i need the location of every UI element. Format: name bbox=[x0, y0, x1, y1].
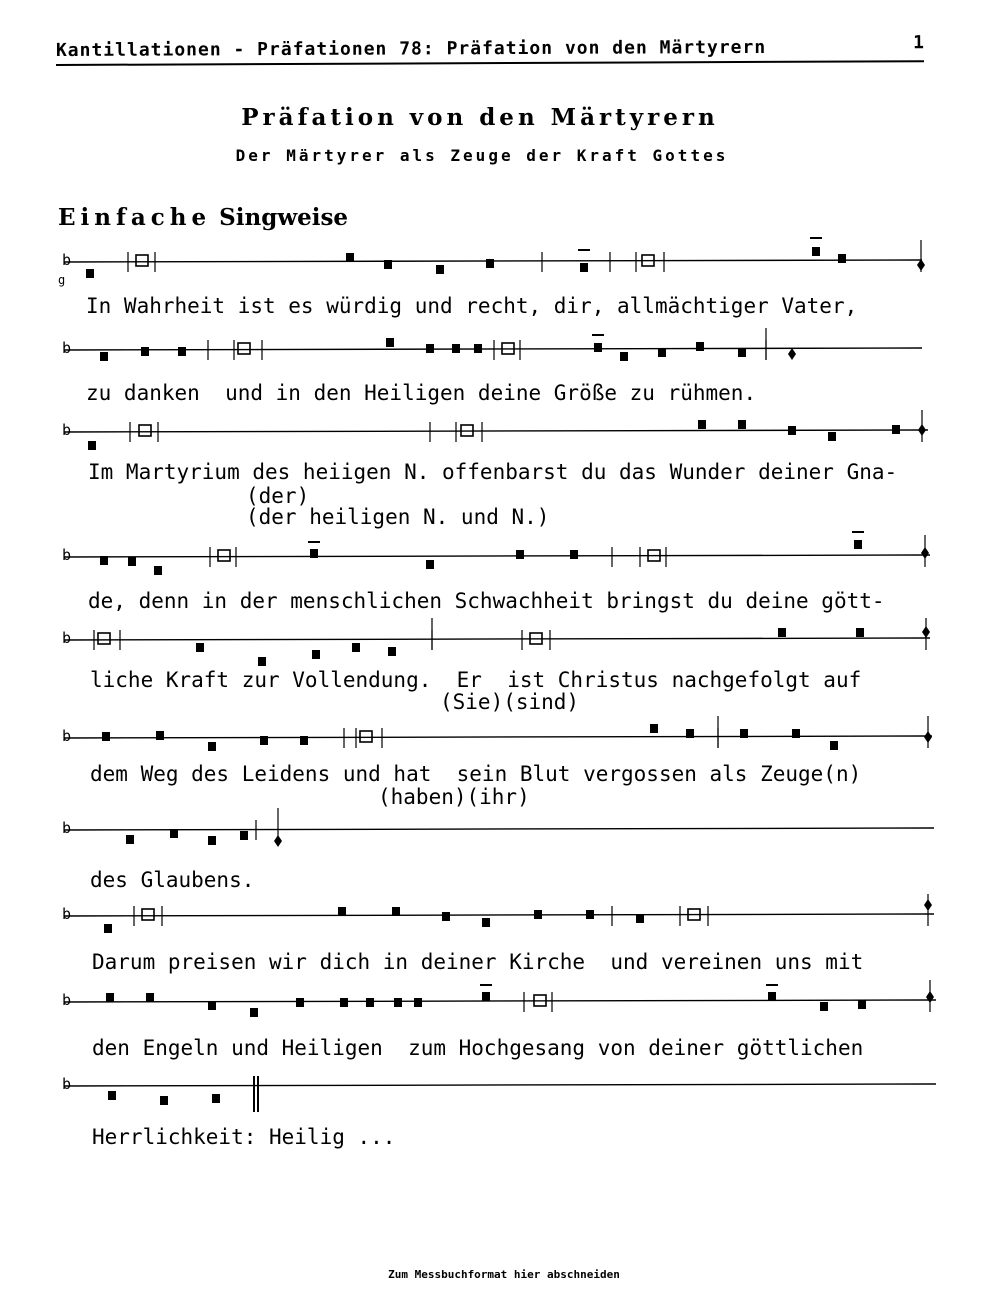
reciting-note bbox=[98, 633, 110, 644]
note bbox=[778, 628, 786, 637]
lyric-line-8: Darum preisen wir dich in deiner Kirche und vereinen uns mit bbox=[92, 950, 864, 974]
note bbox=[170, 829, 178, 838]
note bbox=[366, 998, 374, 1007]
staff-7-flat-clef: b bbox=[62, 819, 72, 837]
note bbox=[126, 835, 134, 844]
note bbox=[854, 540, 862, 549]
note bbox=[250, 1008, 258, 1017]
reciting-note bbox=[218, 550, 230, 561]
note bbox=[570, 550, 578, 559]
note bbox=[100, 352, 108, 361]
lyric-variant-der: (der) bbox=[246, 484, 310, 508]
page-title: Präfation von den Märtyrern bbox=[241, 104, 719, 131]
note bbox=[442, 912, 450, 921]
staff-8-flat-clef: b bbox=[62, 905, 72, 923]
staff-10-line bbox=[64, 1084, 936, 1086]
note bbox=[296, 998, 304, 1007]
note bbox=[141, 347, 149, 356]
final-note bbox=[918, 424, 926, 436]
staff-5-line bbox=[64, 638, 930, 640]
staff-7-line bbox=[64, 828, 934, 830]
lyric-line-3: Im Martyrium des heiigen N. offenbarst du das Wunder deiner Gna- bbox=[88, 460, 898, 484]
note bbox=[858, 1000, 866, 1009]
note bbox=[346, 253, 354, 262]
final-note bbox=[926, 991, 934, 1003]
note bbox=[534, 910, 542, 919]
note bbox=[620, 352, 628, 361]
lyric-line-6: dem Weg des Leidens und hat sein Blut vergossen als Zeuge(n) bbox=[90, 762, 862, 786]
final-note bbox=[922, 626, 930, 638]
note bbox=[104, 924, 112, 933]
staff-1-g-clef: g bbox=[58, 273, 66, 287]
page-number: 1 bbox=[913, 32, 924, 54]
note bbox=[698, 420, 706, 429]
note bbox=[154, 566, 162, 575]
final-note bbox=[924, 731, 932, 743]
note bbox=[812, 247, 820, 256]
cut-line-note: Zum Messbuchformat hier abschneiden bbox=[388, 1268, 620, 1281]
note bbox=[740, 729, 748, 738]
lyric-line-10: Herrlichkeit: Heilig ... bbox=[92, 1125, 396, 1149]
note bbox=[820, 1002, 828, 1011]
lyric-line-2: zu danken und in den Heiligen deine Größe zu rühmen. bbox=[86, 381, 757, 405]
note bbox=[156, 731, 164, 740]
staff-4-flat-clef: b bbox=[62, 546, 72, 564]
note bbox=[100, 556, 108, 565]
note bbox=[208, 742, 216, 751]
lyric-line-5: liche Kraft zur Vollendung. Er ist Christus nachgefolgt auf bbox=[90, 668, 862, 692]
note bbox=[892, 425, 900, 434]
note bbox=[394, 998, 402, 1007]
lyric-line-4: de, denn in der menschlichen Schwachheit bringst du deine gött- bbox=[88, 589, 885, 613]
reciting-note bbox=[142, 909, 154, 920]
note bbox=[482, 918, 490, 927]
note bbox=[128, 557, 136, 566]
note bbox=[414, 998, 422, 1007]
running-title: Kantillationen - Präfationen 78: Präfation von den Märtyrern bbox=[55, 36, 767, 62]
staff-10-flat-clef: b bbox=[62, 1075, 72, 1093]
note bbox=[300, 736, 308, 745]
note bbox=[196, 643, 204, 652]
note bbox=[738, 420, 746, 429]
note bbox=[686, 729, 694, 738]
final-note bbox=[788, 348, 796, 360]
note bbox=[452, 344, 460, 353]
lyric-line-7: des Glaubens. bbox=[90, 868, 255, 892]
staff-2-flat-clef: b bbox=[62, 339, 72, 357]
note bbox=[388, 647, 396, 656]
reciting-note bbox=[139, 425, 151, 436]
note bbox=[828, 432, 836, 441]
staff-3-line bbox=[64, 430, 928, 432]
note bbox=[696, 342, 704, 351]
staff-1-flat-clef: b bbox=[62, 251, 72, 269]
note bbox=[482, 992, 490, 1001]
lyric-variant-der-heiligen: (der heiligen N. und N.) bbox=[246, 505, 550, 529]
staff-9-line bbox=[64, 1000, 936, 1002]
note bbox=[856, 628, 864, 637]
note bbox=[516, 550, 524, 559]
staff-3-flat-clef: b bbox=[62, 421, 72, 439]
staff-4-line bbox=[64, 555, 930, 557]
note bbox=[830, 741, 838, 750]
staff-6-flat-clef: b bbox=[62, 727, 72, 745]
note bbox=[658, 348, 666, 357]
note bbox=[792, 729, 800, 738]
staff-9-flat-clef: b bbox=[62, 991, 72, 1009]
note bbox=[340, 998, 348, 1007]
note bbox=[594, 343, 602, 352]
note bbox=[88, 441, 96, 450]
note bbox=[788, 426, 796, 435]
note bbox=[258, 657, 266, 666]
note bbox=[586, 910, 594, 919]
lyric-line-1: In Wahrheit ist es würdig und recht, dir, allmächtiger Vater, bbox=[86, 294, 858, 318]
note bbox=[338, 907, 346, 916]
note bbox=[838, 254, 846, 263]
final-note bbox=[921, 547, 929, 559]
staff-6-line bbox=[64, 736, 932, 738]
section-heading-spaced: Einfache bbox=[58, 204, 212, 231]
page-subtitle: Der Märtyrer als Zeuge der Kraft Gottes bbox=[235, 146, 729, 165]
note bbox=[426, 344, 434, 353]
reciting-note bbox=[360, 731, 372, 742]
note bbox=[768, 992, 776, 1001]
staff-5-flat-clef: b bbox=[62, 629, 72, 647]
reciting-note bbox=[136, 255, 148, 266]
note bbox=[352, 643, 360, 652]
note bbox=[178, 347, 186, 356]
lyric-line-9: den Engeln und Heiligen zum Hochgesang von deiner göttlichen bbox=[92, 1036, 864, 1060]
note bbox=[474, 344, 482, 353]
note bbox=[240, 831, 248, 840]
note bbox=[436, 265, 444, 274]
final-note bbox=[274, 835, 282, 847]
note bbox=[486, 259, 494, 268]
note bbox=[312, 650, 320, 659]
lyric-variant-sie-sind: (Sie)(sind) bbox=[440, 690, 580, 714]
note bbox=[426, 560, 434, 569]
note bbox=[160, 1096, 168, 1105]
note bbox=[102, 732, 110, 741]
note bbox=[208, 1001, 216, 1010]
final-note bbox=[924, 899, 932, 911]
final-note bbox=[917, 259, 925, 271]
note bbox=[386, 338, 394, 347]
note bbox=[106, 993, 114, 1002]
note bbox=[650, 724, 658, 733]
note bbox=[86, 269, 94, 278]
note bbox=[108, 1091, 116, 1100]
note bbox=[384, 260, 392, 269]
reciting-note bbox=[238, 343, 250, 354]
note bbox=[212, 1094, 220, 1103]
note bbox=[208, 836, 216, 845]
lyric-variant-haben-ihr: (haben)(ihr) bbox=[378, 785, 530, 809]
staff-8-line bbox=[64, 914, 934, 916]
note bbox=[392, 907, 400, 916]
section-heading-rest: Singweise bbox=[211, 204, 349, 231]
note bbox=[310, 549, 318, 558]
note bbox=[260, 736, 268, 745]
note bbox=[146, 993, 154, 1002]
note bbox=[580, 263, 588, 272]
note bbox=[738, 348, 746, 357]
staff-2-line bbox=[64, 348, 922, 350]
note bbox=[636, 914, 644, 923]
